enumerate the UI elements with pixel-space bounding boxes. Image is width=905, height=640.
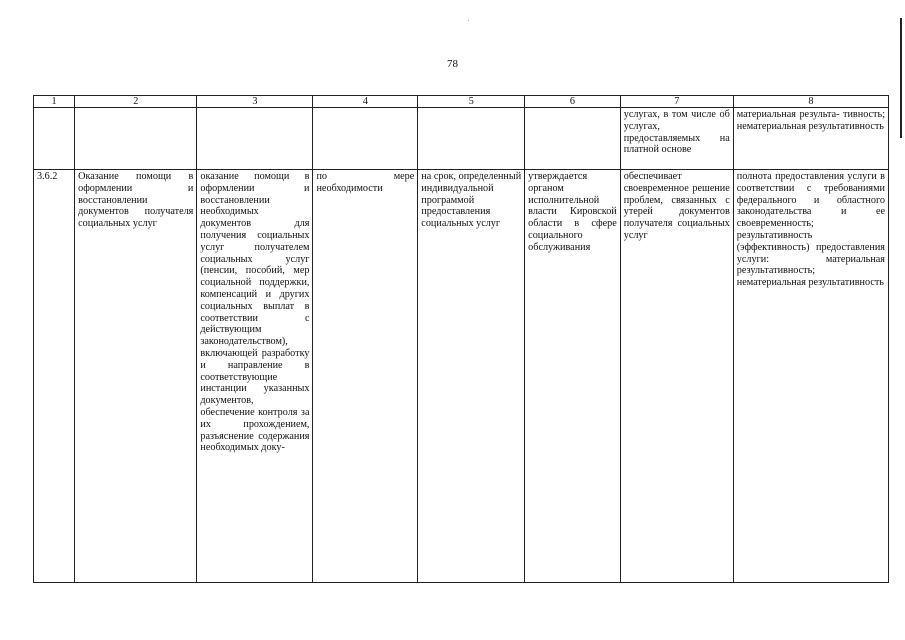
empty-cell bbox=[313, 108, 418, 170]
service-row bbox=[34, 170, 889, 583]
service-term: на срок, определенный индивидуальной программой предоставления социальных услуг bbox=[418, 170, 525, 583]
services-table bbox=[33, 95, 889, 583]
empty-cell bbox=[525, 108, 621, 170]
scan-dot bbox=[468, 20, 469, 21]
empty-cell bbox=[418, 108, 525, 170]
page-edge-line bbox=[900, 18, 902, 138]
header-cell-4: 4 bbox=[313, 96, 418, 108]
continuation-col8: материальная результа- тивность; нематериальная результативность bbox=[733, 108, 888, 170]
continuation-row bbox=[34, 108, 889, 170]
header-cell-8: 8 bbox=[733, 96, 888, 108]
empty-cell bbox=[75, 108, 197, 170]
page-number: 78 bbox=[447, 58, 458, 70]
empty-cell bbox=[197, 108, 313, 170]
continuation-col7: услугах, в том числе об услугах, предоставляемых на платной основе bbox=[620, 108, 733, 170]
header-cell-6: 6 bbox=[525, 96, 621, 108]
header-cell-7: 7 bbox=[620, 96, 733, 108]
header-cell-1: 1 bbox=[34, 96, 75, 108]
header-cell-2: 2 bbox=[75, 96, 197, 108]
header-cell-5: 5 bbox=[418, 96, 525, 108]
service-evaluation: полнота предоставления услуги в соответствии с требованиями федерального и областного законодательства и ее своевременность; результативность (эффективность) предоставления услуги: материальная результативность; нематериальная результативность bbox=[733, 170, 888, 583]
header-row bbox=[34, 96, 889, 108]
service-periodicity: по мере необходимости bbox=[313, 170, 418, 583]
service-code: 3.6.2 bbox=[34, 170, 75, 583]
service-description: оказание помощи в оформлении и восстановлении необходимых документов для получения социальных услуг получателем социальных услуг (пенсии, пособий, мер социальной поддержки, компенсаций и других социальных выплат в соответствии с действующим законодательством), включающей разработку и направление в соответствующие инстанции указанных документов, обеспечение контроля за их прохождением, разъяснение содержания необходимых доку- bbox=[197, 170, 313, 583]
service-standard-body: утверждается органом исполнительной власти Кировской области в сфере социального обслуживания bbox=[525, 170, 621, 583]
service-conditions: обеспечивает своевременное решение проблем, связанных с утерей документов получателя социальных услуг bbox=[620, 170, 733, 583]
empty-cell bbox=[34, 108, 75, 170]
service-name: Оказание помощи в оформлении и восстановлении документов получателя социальных услуг bbox=[75, 170, 197, 583]
header-cell-3: 3 bbox=[197, 96, 313, 108]
